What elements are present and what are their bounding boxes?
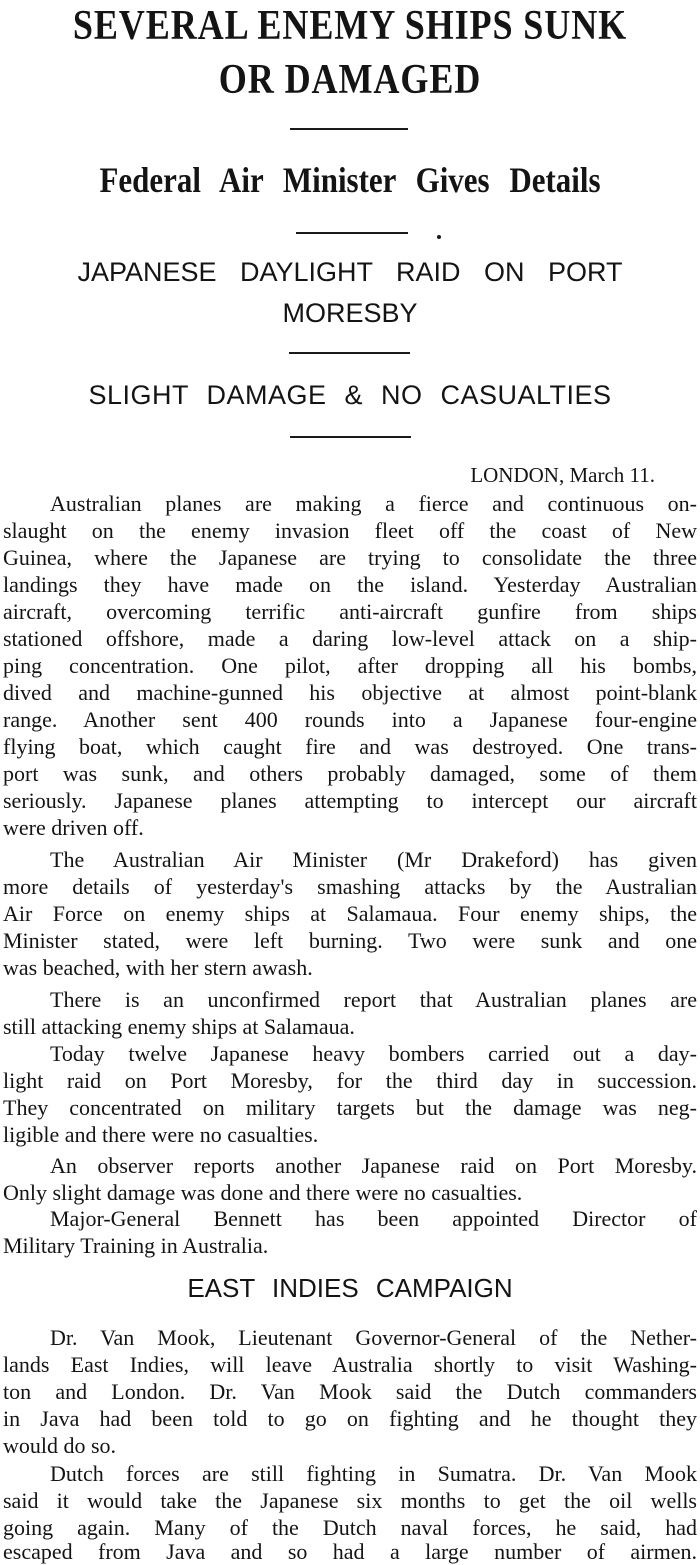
body-line: seriously. Japanese planes attempting to intercept our aircraft — [3, 788, 697, 813]
body-line: Air Force on enemy ships at Salamaua. Four enemy ships, the — [3, 901, 697, 926]
section-line: lands East Indies, will leave Australia shortly to visit Washing- — [3, 1352, 697, 1377]
section-line: escaped from Java and so had a large number of airmen. — [3, 1539, 697, 1564]
body-line: were driven off. — [3, 815, 144, 840]
body-line: Minister stated, were left burning. Two were sunk and one — [3, 928, 697, 953]
divider-rule — [290, 436, 411, 438]
headline-line-2: OR DAMAGED — [218, 57, 482, 103]
section-line: Dr. Van Mook, Lieutenant Governor-General of the Nether- — [50, 1325, 697, 1350]
body-line: ligible and there were no casualties. — [3, 1122, 319, 1147]
body-line: light raid on Port Moresby, for the third day in succession. — [3, 1068, 697, 1093]
section-line: ton and London. Dr. Van Mook said the Dutch commanders — [3, 1379, 697, 1404]
body-line: Guinea, where the Japanese are trying to consolidate the three — [3, 545, 697, 570]
body-line: aircraft, overcoming terrific anti-aircraft gunfire from ships — [3, 599, 697, 624]
body-line: landings they have made on the island. Yesterday Australian — [3, 572, 697, 597]
deck-secondary: SLIGHT DAMAGE & NO CASUALTIES — [88, 380, 612, 410]
body-line: They concentrated on military targets but the damage was neg- — [3, 1095, 697, 1120]
section-line: Dutch forces are still fighting in Sumatra. Dr. Van Mook — [50, 1461, 697, 1486]
body-line: more details of yesterday's smashing attacks by the Australian — [3, 874, 697, 899]
divider-rule — [289, 352, 410, 354]
section-heading: EAST INDIES CAMPAIGN — [187, 1273, 513, 1303]
section-line: going again. Many of the Dutch naval forces, he said, had — [3, 1515, 697, 1540]
body-line: still attacking enemy ships at Salamaua. — [3, 1014, 355, 1039]
section-line: in Java had been told to go on fighting and he thought they — [3, 1406, 697, 1431]
body-line: Today twelve Japanese heavy bombers carried out a day- — [50, 1041, 697, 1066]
ornament-dot — [437, 235, 441, 239]
body-line: was beached, with her stern awash. — [3, 955, 313, 980]
body-line: dived and machine-gunned his objective at almost point-blank — [3, 680, 697, 705]
divider-rule — [290, 128, 408, 130]
headline-line-1: SEVERAL ENEMY SHIPS SUNK — [72, 3, 628, 49]
body-line: range. Another sent 400 rounds into a Japanese four-engine — [3, 707, 697, 732]
subheadline: Federal Air Minister Gives Details — [99, 160, 601, 200]
body-line: Australian planes are making a fierce and continuous on- — [50, 491, 697, 516]
body-line: The Australian Air Minister (Mr Drakeford) has given — [50, 847, 697, 872]
body-line: flying boat, which caught fire and was destroyed. One trans- — [3, 734, 697, 759]
deck-line-1: JAPANESE DAYLIGHT RAID ON PORT — [77, 257, 623, 287]
body-line: stationed offshore, made a daring low-level attack on a ship- — [3, 626, 697, 651]
body-line: Major-General Bennett has been appointed Director of — [50, 1206, 697, 1231]
body-line: Military Training in Australia. — [3, 1233, 269, 1258]
body-line: ping concentration. One pilot, after dropping all his bombs, — [3, 653, 697, 678]
section-line: would do so. — [3, 1433, 117, 1458]
body-line: slaught on the enemy invasion fleet off the coast of New — [3, 518, 697, 543]
body-line: Only slight damage was done and there were no casualties. — [3, 1180, 523, 1205]
deck-line-2: MORESBY — [282, 298, 418, 328]
dateline: LONDON, March 11. — [470, 463, 655, 487]
body-line: There is an unconfirmed report that Australian planes are — [50, 987, 697, 1012]
section-line: said it would take the Japanese six months to get the oil wells — [3, 1488, 697, 1513]
body-line: port was sunk, and others probably damaged, some of them — [3, 761, 697, 786]
divider-rule — [296, 232, 408, 234]
body-line: An observer reports another Japanese raid on Port Moresby. — [50, 1153, 697, 1178]
